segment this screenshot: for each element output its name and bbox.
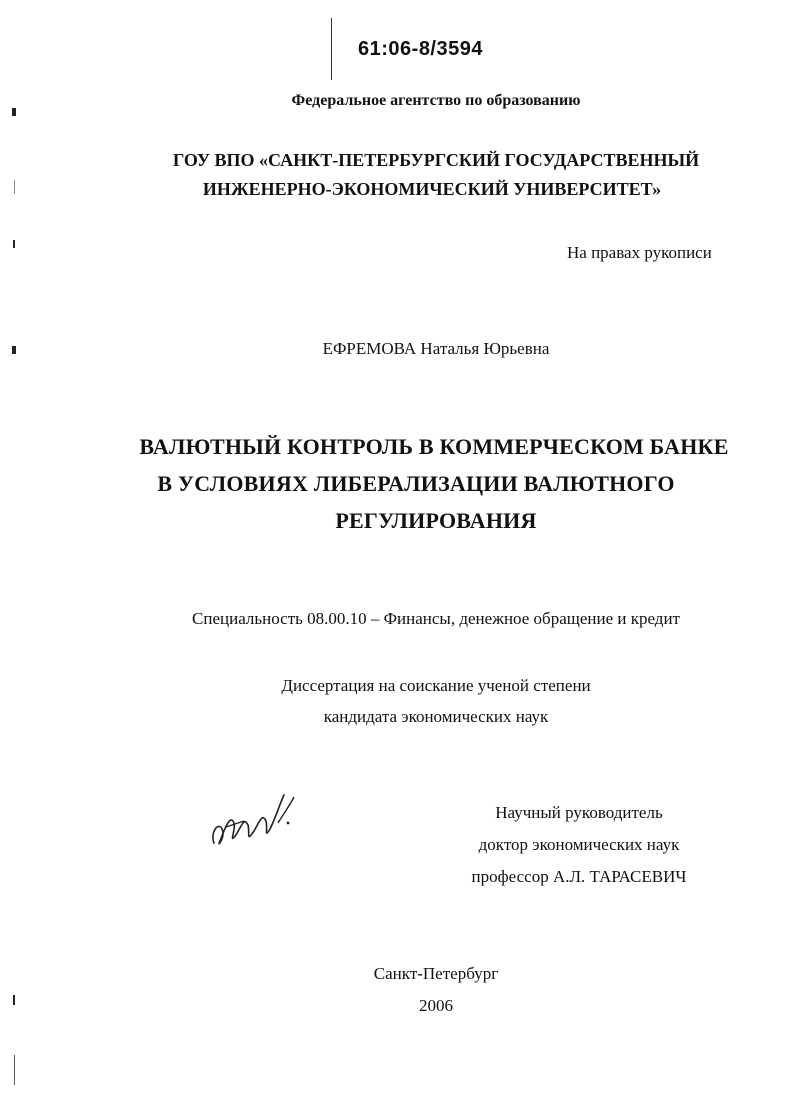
handwritten-signature	[208, 783, 300, 855]
author-name: ЕФРЕМОВА Наталья Юрьевна	[322, 339, 550, 358]
university-name-line1: ГОУ ВПО «САНКТ-ПЕТЕРБУРГСКИЙ ГОСУДАРСТВЕННЫЙ	[172, 150, 700, 170]
supervisor-name: профессор А.Л. ТАРАСЕВИЧ	[471, 867, 687, 886]
dissertation-degree-line1: Диссертация на соискание ученой степени	[281, 676, 591, 695]
scan-mark	[12, 346, 16, 354]
thesis-title-line3: РЕГУЛИРОВАНИЯ	[335, 508, 537, 533]
scan-mark	[14, 1055, 15, 1085]
scan-mark	[13, 240, 15, 248]
specialty: Специальность 08.00.10 – Финансы, денежное обращение и кредит	[192, 609, 680, 628]
supervisor-label: Научный руководитель	[495, 803, 663, 822]
manuscript-rights: На правах рукописи	[567, 243, 712, 262]
supervisor-degree: доктор экономических наук	[478, 835, 680, 854]
thesis-title-line1: ВАЛЮТНЫЙ КОНТРОЛЬ В КОММЕРЧЕСКОМ БАНКЕ	[139, 434, 729, 459]
scan-mark	[14, 180, 15, 194]
city: Санкт-Петербург	[373, 964, 499, 983]
stamp-divider	[331, 18, 332, 80]
agency-name: Федеральное агентство по образованию	[291, 92, 581, 109]
year: 2006	[419, 996, 453, 1015]
dissertation-degree-line2: кандидата экономических наук	[323, 707, 549, 726]
university-name-line2: ИНЖЕНЕРНО-ЭКОНОМИЧЕСКИЙ УНИВЕРСИТЕТ»	[202, 179, 662, 199]
thesis-title-line2: В УСЛОВИЯХ ЛИБЕРАЛИЗАЦИИ ВАЛЮТНОГО	[157, 471, 675, 496]
archive-code: 61:06-8/3594	[358, 38, 483, 60]
scan-mark	[12, 108, 16, 116]
scan-mark	[13, 995, 15, 1005]
